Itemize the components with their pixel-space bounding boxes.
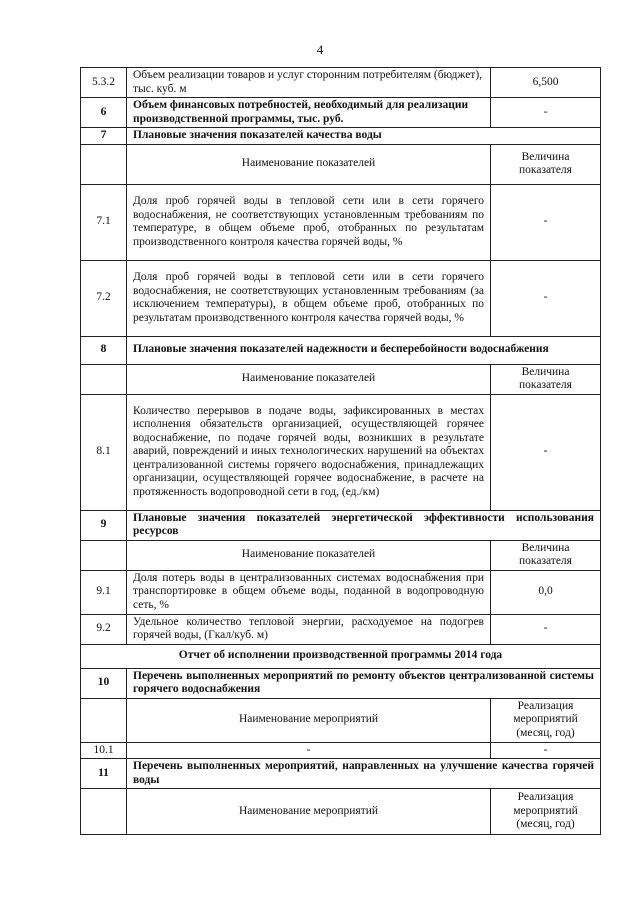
table-row [81, 98, 601, 128]
column-header-name: Наименование мероприятий [127, 698, 491, 742]
row-text: Удельное количество тепловой энергии, расходуемое на подогрев горячей воды, (Гкал/куб. м) [127, 614, 491, 644]
column-header-value: Реализация мероприятий (месяц, год) [491, 789, 601, 835]
row-number: 9.2 [81, 614, 127, 644]
header-row [81, 144, 601, 184]
row-text: Доля проб горячей воды в тепловой сети или в сети горячего водоснабжения, не соответствующих установленным требованиям (за исключением температуры), в общем объеме проб, отобранных по результатам производственного контроля качества горячей воды, % [127, 260, 491, 336]
program-table [80, 67, 601, 835]
column-header-name: Наименование показателей [127, 540, 491, 570]
section-number: 9 [81, 510, 127, 540]
section-title: Перечень выполненных мероприятий, направленных на улучшение качества горячей воды [127, 759, 601, 789]
section-row [81, 510, 601, 540]
table-row [81, 614, 601, 644]
header-row [81, 789, 601, 835]
column-header-value: Реализация мероприятий (месяц, год) [491, 698, 601, 742]
row-value: - [491, 260, 601, 336]
row-value: 6,500 [491, 68, 601, 98]
row-value: - [491, 394, 601, 510]
section-title: Перечень выполненных мероприятий по ремонту объектов централизованной системы горячего водоснабжения [127, 668, 601, 698]
section-number: 8 [81, 336, 127, 364]
row-text: - [127, 742, 491, 759]
row-value: - [491, 742, 601, 759]
column-header-name: Наименование мероприятий [127, 789, 491, 835]
table-row [81, 570, 601, 614]
header-row [81, 540, 601, 570]
row-text: Количество перерывов в подаче воды, зафиксированных в местах исполнения обязательств организацией, осуществляющей горячее водоснабжение, по подаче горячей воды, возникших в результате аварий, повреждений и иных технологических нарушений на объектах централизованной системы горячего водоснабжения, принадлежащих организации, осуществляющей горячее водоснабжение, в расчете на протяженность водопроводной сети в год, (ед./км) [127, 394, 491, 510]
column-header-name: Наименование показателей [127, 144, 491, 184]
section-row [81, 668, 601, 698]
page-number: 4 [316, 42, 324, 57]
row-value: - [491, 614, 601, 644]
table-row [81, 394, 601, 510]
row-number: 8.1 [81, 394, 127, 510]
row-number: 9.1 [81, 570, 127, 614]
section-number: 11 [81, 759, 127, 789]
section-number: 10 [81, 668, 127, 698]
row-value: - [491, 184, 601, 260]
row-number: 10.1 [81, 742, 127, 759]
section-title: Плановые значения показателей качества воды [127, 128, 601, 145]
table-row [81, 260, 601, 336]
section-row [81, 759, 601, 789]
section-row [81, 128, 601, 145]
section-number: 6 [81, 98, 127, 128]
column-header-value: Величина показателя [491, 364, 601, 394]
report-title: Отчет об исполнении производственной программы 2014 года [81, 644, 601, 668]
row-number: 7.1 [81, 184, 127, 260]
row-text: Доля проб горячей воды в тепловой сети или в сети горячего водоснабжения, не соответствующих установленным требованиям по температуре, в общем объеме проб, отобранных по результатам производственного контроля качества горячей воды, % [127, 184, 491, 260]
row-number: 5.3.2 [81, 68, 127, 98]
row-value: 0,0 [491, 570, 601, 614]
column-header-name: Наименование показателей [127, 364, 491, 394]
column-header-value: Величина показателя [491, 144, 601, 184]
report-title-row [81, 644, 601, 668]
table-row [81, 184, 601, 260]
section-number: 7 [81, 128, 127, 145]
section-title: Плановые значения показателей энергетической эффективности использования ресурсов [127, 510, 601, 540]
column-header-value: Величина показателя [491, 540, 601, 570]
table-row [81, 68, 601, 98]
table-row [81, 742, 601, 759]
header-row [81, 698, 601, 742]
header-row [81, 364, 601, 394]
section-title: Объем финансовых потребностей, необходимый для реализации производственной программы, тыс. руб. [127, 98, 491, 128]
row-number: 7.2 [81, 260, 127, 336]
section-row [81, 336, 601, 364]
row-text: Доля потерь воды в централизованных системах водоснабжения при транспортировке в общем объеме воды, поданной в водопроводную сеть, % [127, 570, 491, 614]
section-title: Плановые значения показателей надежности и бесперебойности водоснабжения [127, 336, 601, 364]
row-value: - [491, 98, 601, 128]
row-text: Объем реализации товаров и услуг сторонним потребителям (бюджет), тыс. куб. м [127, 68, 491, 98]
